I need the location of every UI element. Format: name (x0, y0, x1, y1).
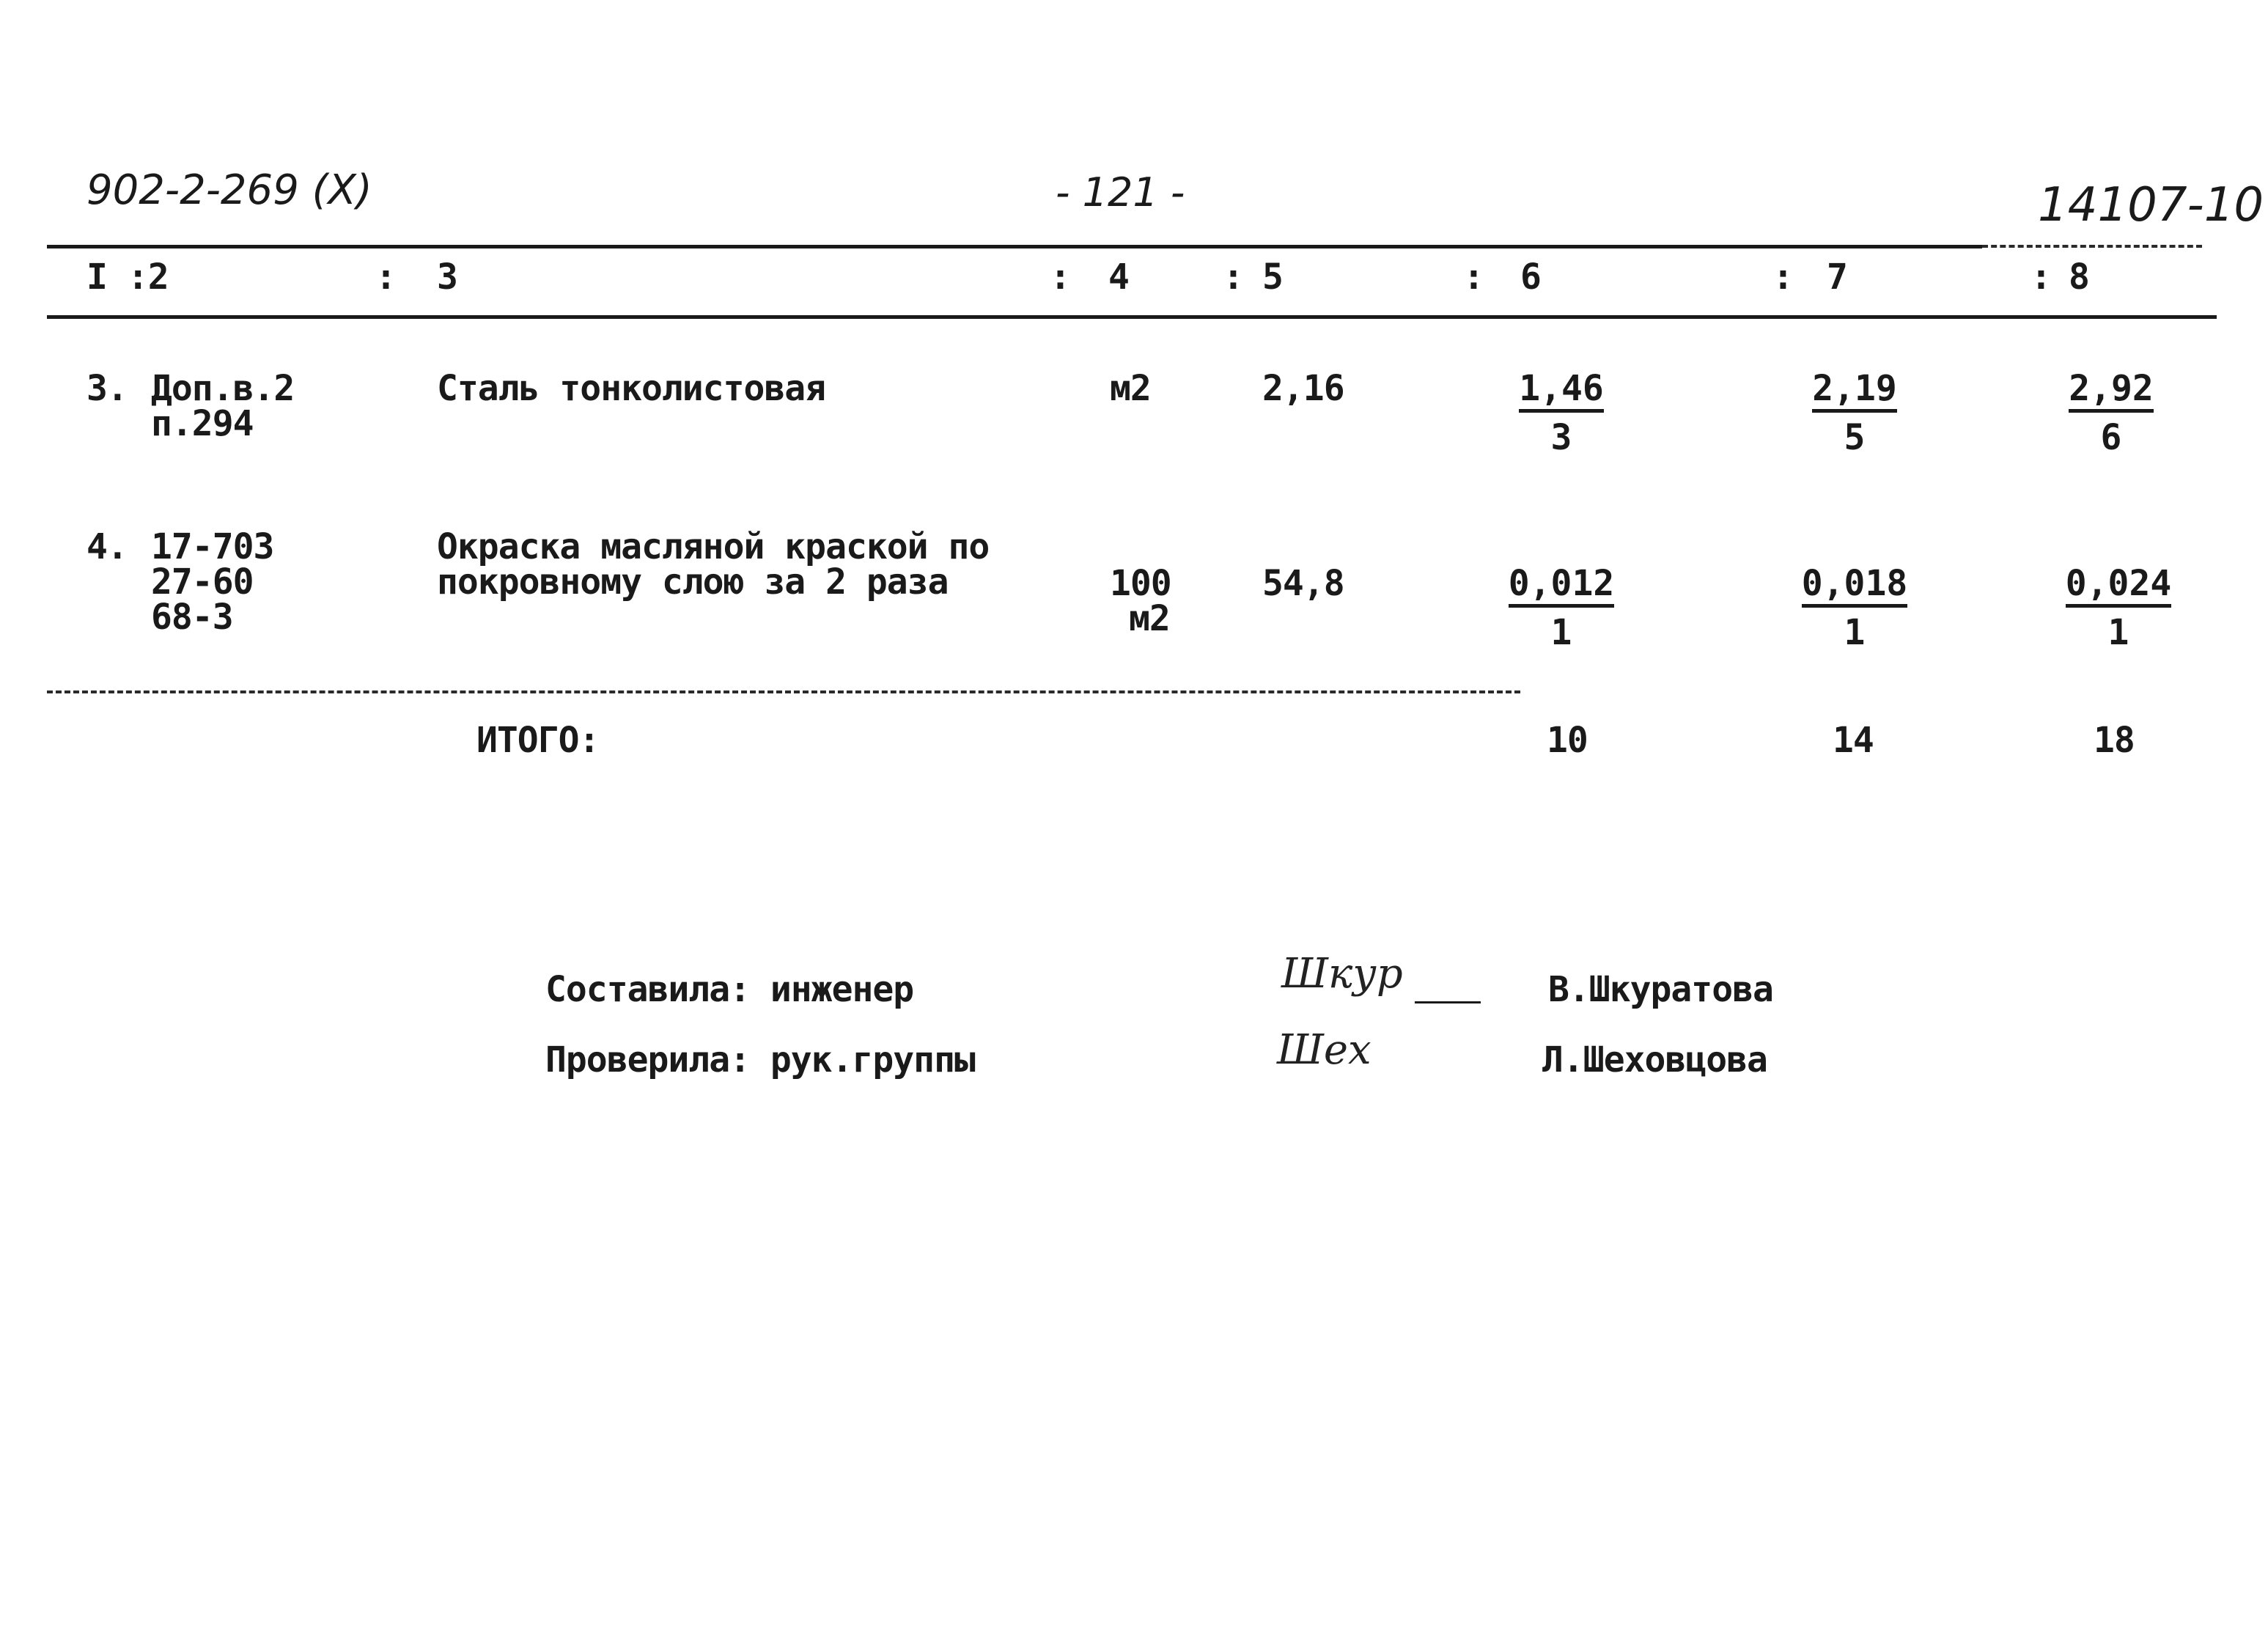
column-separator: : (1772, 257, 1793, 298)
column-separator: : (1050, 257, 1070, 298)
row-number: 4. (86, 526, 128, 567)
column-number: 5 (1262, 257, 1283, 298)
document-code: 902-2-269 (X) (86, 166, 372, 214)
quantity: 54,8 (1262, 563, 1344, 604)
work-description: Сталь тонколистовая (437, 368, 826, 409)
column-number: 6 (1520, 257, 1541, 298)
col7-value (1789, 563, 1921, 653)
total-col8: 18 (2094, 720, 2135, 761)
rate-code: Доп.в.2 (151, 368, 295, 409)
signature-flourish (1415, 1001, 1481, 1003)
page-number: - 121 - (1056, 169, 1185, 216)
col8-numerator: 2,92 (2069, 371, 2154, 413)
column-number: 7 (1827, 257, 1847, 298)
rate-code: 17-703 (151, 526, 274, 567)
row-number: 3. (86, 368, 128, 409)
unit: 100 (1110, 563, 1171, 604)
compiled-by-role: Составила: инженер (545, 969, 914, 1010)
col8-numerator: 0,024 (2066, 566, 2172, 608)
rate-code: 27-60 (151, 561, 254, 603)
col7-denominator: 1 (1844, 612, 1866, 653)
rate-code: п.294 (151, 403, 254, 444)
work-description: Окраска масляной краской по (437, 526, 990, 567)
col8-denominator: 1 (2107, 612, 2129, 653)
column-number: 4 (1108, 257, 1129, 298)
compiled-by-signature: Шкур (1281, 950, 1403, 998)
col8-value (2045, 368, 2177, 458)
unit: м2 (1110, 368, 1151, 409)
column-separator: : (2030, 257, 2051, 298)
checked-by-name: Л.Шеховцова (1542, 1039, 1767, 1080)
col6-value (1495, 563, 1627, 653)
col8-denominator: 6 (2100, 417, 2122, 458)
quantity: 2,16 (1262, 368, 1344, 409)
column-separator: : (1463, 257, 1484, 298)
total-col7: 14 (1833, 720, 1874, 761)
col6-denominator: 3 (1550, 417, 1572, 458)
inventory-stamp: 14107-10 (2038, 178, 2264, 232)
column-header-rule (47, 315, 2217, 319)
work-description: покровному слою за 2 раза (437, 561, 949, 603)
rate-code: 68-3 (151, 597, 233, 638)
col7-value (1789, 368, 1921, 458)
column-number: I :2 (86, 257, 169, 298)
checked-by-signature: Шех (1277, 1026, 1372, 1074)
col6-value (1495, 368, 1627, 458)
total-label: ИТОГО: (476, 720, 600, 761)
col6-numerator: 0,012 (1509, 566, 1615, 608)
checked-by-role: Проверила: рук.группы (545, 1039, 975, 1080)
column-number: 8 (2069, 257, 2089, 298)
unit: м2 (1129, 598, 1170, 639)
table-bottom-rule (47, 690, 1520, 693)
col8-value (2052, 563, 2184, 653)
total-col6: 10 (1547, 720, 1588, 761)
col6-numerator: 1,46 (1519, 371, 1604, 413)
col7-numerator: 2,19 (1812, 371, 1897, 413)
col7-denominator: 5 (1844, 417, 1866, 458)
column-separator: : (375, 257, 396, 298)
col7-numerator: 0,018 (1802, 566, 1908, 608)
column-separator: : (1223, 257, 1243, 298)
col6-denominator: 1 (1550, 612, 1572, 653)
column-number: 3 (437, 257, 457, 298)
compiled-by-name: В.Шкуратова (1548, 969, 1773, 1010)
table-top-rule (47, 245, 1982, 248)
table-top-rule-dashed (1982, 245, 2202, 248)
